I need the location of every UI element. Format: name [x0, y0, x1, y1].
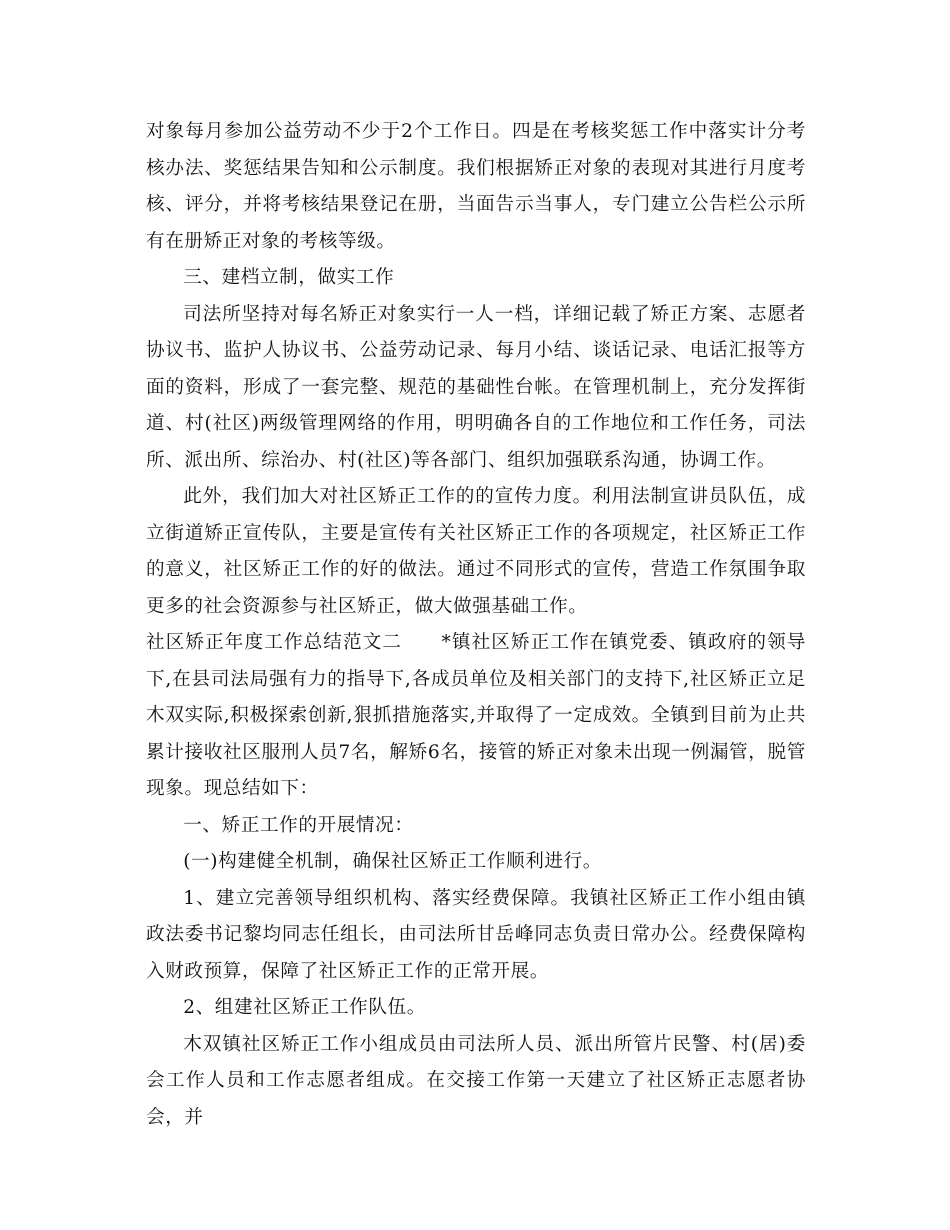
paragraph-publicity: 此外，我们加大对社区矫正工作的的宣传力度。利用法制宣讲员队伍，成立街道矫正宣传队，主要是宣传有关社区矫正工作的各项规定，社区矫正工作的意义，社区矫正工作的好的做法。通过不同形式的宣传，营造工作氛围争取更多的社会资源参与社区矫正，做大做强基础工作。 — [146, 486, 806, 617]
section-heading-3: 三、建档立制，做实工作 — [183, 267, 395, 288]
document-body — [146, 114, 806, 1136]
paragraph-team: 木双镇社区矫正工作小组成员由司法所人员、派出所管片民警、村(居)委会工作人员和工作志愿者组成。在交接工作第一天建立了社区矫正志愿者协会，并 — [146, 1033, 806, 1128]
paragraph-1: 对象每月参加公益劳动不少于2个工作日。四是在考核奖惩工作中落实计分考核办法、奖惩结果告知和公示制度。我们根据矫正对象的表现对其进行月度考核、评分，并将考核结果登记在册，当面告示当事人，专门建立公告栏公示所有在册矫正对象的考核等级。 — [146, 121, 806, 252]
paragraph-sample-two: 社区矫正年度工作总结范文二 *镇社区矫正工作在镇党委、镇政府的领导下,在县司法局强有力的指导下,各成员单位及相关部门的支持下,社区矫正立足木双实际,积极探索创新,狠抓措施落实,并取得了一定成效。全镇到目前为止共累计接收社区服刑人员7名，解矫6名，接管的矫正对象未出现一例漏管，脱管现象。现总结如下： — [146, 632, 806, 799]
section-heading-1: 一、矫正工作的开展情况： — [183, 814, 414, 836]
paragraph-item-1: 1、建立完善领导组织机构、落实经费保障。我镇社区矫正工作小组由镇政法委书记黎均同志任组长，由司法所甘岳峰同志负责日常办公。经费保障构入财政预算，保障了社区矫正工作的正常开展。 — [146, 887, 806, 982]
paragraph-item-2: 2、组建社区矫正工作队伍。 — [183, 997, 426, 1018]
paragraph-archive: 司法所坚持对每名矫正对象实行一人一档，详细记载了矫正方案、志愿者协议书、监护人协议书、公益劳动记录、每月小结、谈话记录、电话汇报等方面的资料，形成了一套完整、规范的基础性台帐。在管理机制上，充分发挥街道、村(社区)两级管理网络的作用，明明确各自的工作地位和工作任务，司法所、派出所、综治办、村(社区)等各部门、组织加强联系沟通，协调工作。 — [146, 303, 806, 471]
subsection-heading-1: (一)构建健全机制，确保社区矫正工作顺利进行。 — [183, 851, 602, 872]
